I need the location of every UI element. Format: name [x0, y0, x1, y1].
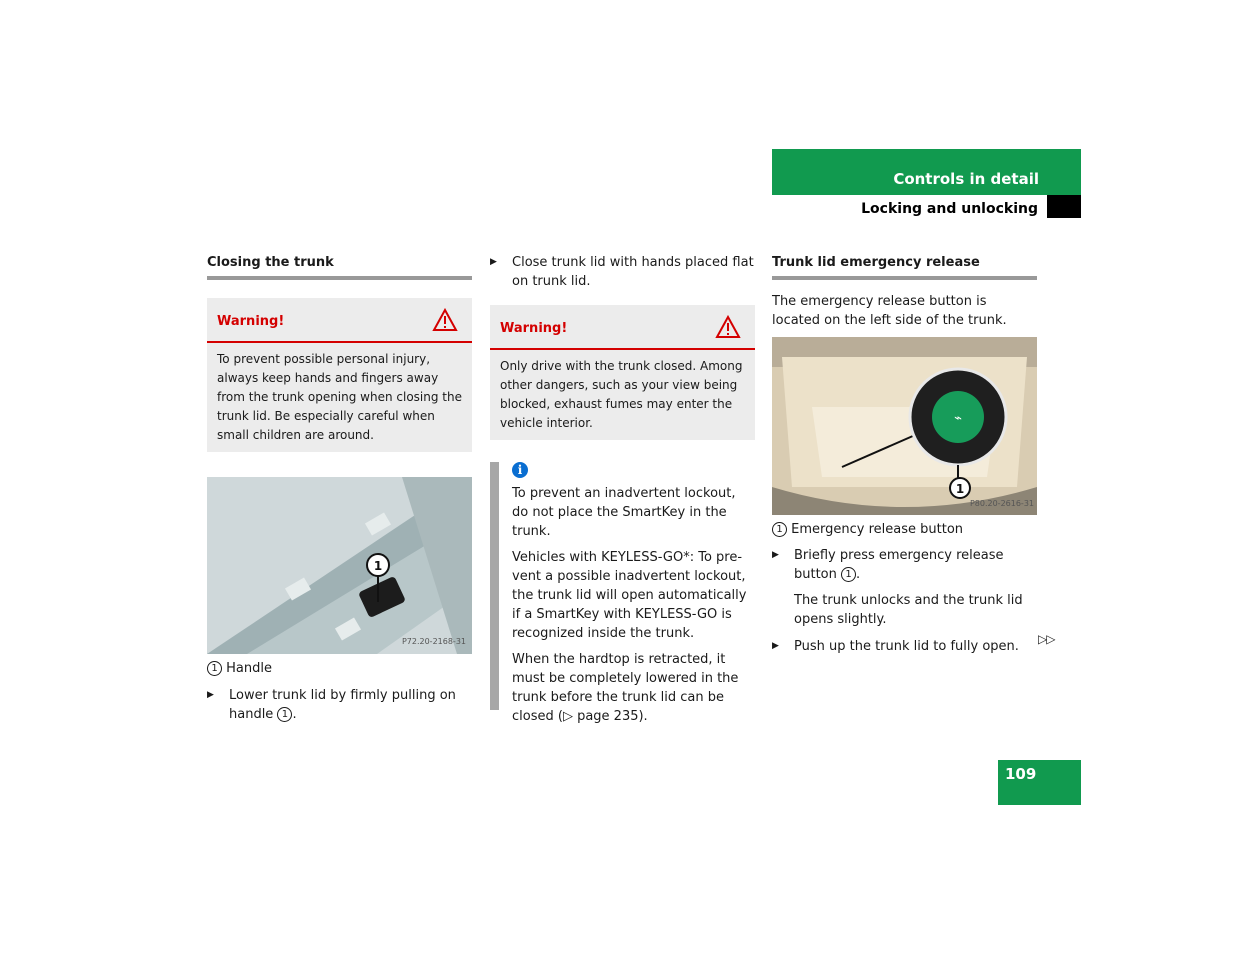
trunk-handle-image	[207, 477, 472, 654]
callout-ref: 1	[277, 707, 292, 722]
chapter-header	[772, 149, 1081, 195]
figure-code: P80.20-2616-31	[969, 499, 1034, 508]
instruction-step	[207, 686, 472, 724]
step-text: Lower trunk lid by firmly pulling on handle	[229, 688, 456, 722]
section-title: Locking and unlocking	[861, 201, 1038, 217]
figure-caption	[207, 659, 472, 678]
callout-ref: 1	[207, 661, 222, 676]
info-box	[490, 462, 755, 724]
svg-text:⌁: ⌁	[954, 411, 962, 426]
callout-ref: 1	[772, 522, 787, 537]
warning-text: Only drive with the trunk closed. Among other dangers, such as your view being blocked, exhaust fumes may enter the vehicle interior.	[500, 359, 743, 430]
intro-text: The emergency release button is located on the left side of the trunk.	[772, 294, 1007, 328]
warning-header	[490, 305, 755, 350]
warning-box	[207, 298, 472, 452]
callout-ref: 1	[841, 567, 856, 582]
instruction-step: ▶ Close trunk lid with hands placed flat on trunk lid.	[490, 253, 755, 291]
column-closing-trunk	[207, 253, 472, 724]
caption-text: Handle	[226, 661, 272, 676]
trunk-interior-illustration	[772, 337, 1037, 515]
warning-header	[207, 298, 472, 343]
step-text: Briefly press emergency release button	[794, 548, 1004, 582]
trunk-interior-image	[772, 337, 1037, 515]
column-emergency-release	[772, 253, 1037, 656]
info-paragraph: To prevent an inadvertent lockout, do not place the SmartKey in the trunk.	[512, 486, 736, 539]
warning-box	[490, 305, 755, 440]
section-heading: Closing the trunk	[207, 253, 472, 280]
warning-text: To prevent possible personal injury, always keep hands and fingers away from the trunk opening when closing the trunk lid. Be especially careful when small children are around.	[217, 352, 462, 442]
section-header	[772, 195, 1081, 218]
info-bar	[490, 462, 499, 710]
figure-code: P72.20-2168-31	[401, 637, 466, 646]
result-text: The trunk unlocks and the trunk lid opens slightly.	[794, 593, 1023, 627]
trunk-handle-illustration	[207, 477, 472, 654]
warning-label: Warning!	[217, 314, 285, 329]
caption-text: Emergency release button	[791, 522, 964, 537]
warning-triangle-icon	[715, 315, 741, 339]
step-end: .	[292, 707, 297, 722]
warning-triangle-icon	[432, 308, 458, 332]
chapter-title: Controls in detail	[893, 170, 1039, 188]
info-paragraph: When the hardtop is retracted, it must be completely lowered in the trunk before the trunk lid can be closed (▷ page 235).	[512, 652, 739, 724]
step-end: .	[856, 567, 861, 582]
column-middle	[490, 253, 755, 724]
info-icon: i	[512, 462, 528, 478]
warning-label: Warning!	[500, 321, 568, 336]
continue-arrow-icon: ▷▷	[1038, 632, 1055, 646]
section-marker	[1047, 195, 1081, 218]
page-number: 109	[1005, 765, 1037, 783]
instruction-step	[772, 546, 1037, 584]
callout-number: 1	[955, 482, 965, 496]
callout-number: 1	[373, 559, 383, 573]
figure-caption	[772, 520, 1037, 539]
instruction-step: ▶ Push up the trunk lid to fully open.	[772, 637, 1037, 656]
info-paragraph: Vehicles with KEYLESS-GO*: To prevent a possible inadvertent lockout, the trunk lid will open automatically if a SmartKey with KEYLESS-GO is recognized inside the trunk.	[512, 550, 747, 641]
page-number-box	[998, 760, 1081, 805]
section-heading: Trunk lid emergency release	[772, 253, 1037, 280]
